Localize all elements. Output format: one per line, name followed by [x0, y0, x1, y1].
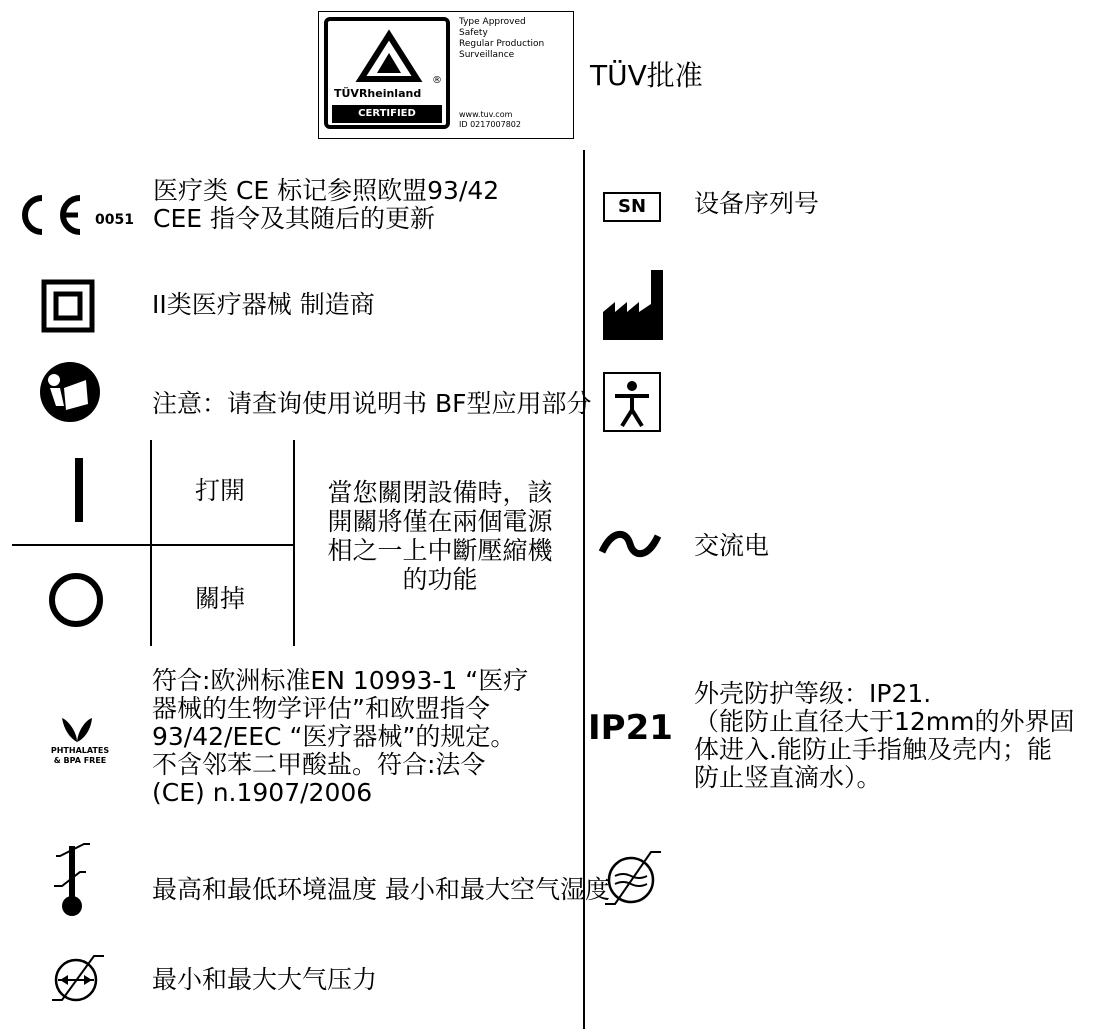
- table-vline-1: [150, 440, 152, 646]
- temperature-humidity-text: 最高和最低环境温度 最小和最大空气湿度: [152, 875, 610, 904]
- registered-mark: ®: [432, 75, 442, 86]
- phthalates-logo-text: PHTHALATES & BPA FREE: [50, 746, 110, 765]
- ce-number: 0051: [95, 212, 134, 228]
- manufacturer-icon: [601, 268, 665, 340]
- tuv-caption: TÜV批准: [590, 59, 703, 92]
- power-off-label: 關掉: [195, 584, 246, 613]
- power-off-icon: [48, 572, 104, 628]
- tuv-certification-badge: [318, 11, 574, 139]
- ac-text: 交流电: [694, 531, 770, 560]
- ip21-label: IP21: [588, 708, 673, 748]
- power-on-icon: [75, 458, 83, 522]
- power-on-label: 打開: [195, 476, 246, 505]
- thermometer-icon: [50, 842, 94, 918]
- phthalates-text: 符合:欧洲标准EN 10993-1 “医疗 器械的生物学评估”和欧盟指令 93/42/EEC “医疗器械”的规定。 不含邻苯二甲酸盐。符合:法令 (CE) n.1907/2006: [152, 666, 529, 807]
- leaf-icon: [60, 714, 94, 744]
- pressure-icon: [48, 950, 108, 1006]
- bf-applied-part-icon: [603, 372, 661, 432]
- table-hline: [12, 544, 295, 546]
- tuv-logo-box: [324, 17, 450, 129]
- tuv-brand-text: TÜVRheinland: [334, 87, 422, 100]
- certified-label: CERTIFIED: [332, 105, 442, 123]
- tuv-triangle-icon: [359, 33, 419, 81]
- ce-text: 医疗类 CE 标记参照欧盟93/42 CEE 指令及其随后的更新: [153, 176, 500, 233]
- tuv-id: ID 0217007802: [459, 120, 521, 129]
- class-2-text: II类医疗器械 制造商: [152, 290, 375, 319]
- tuv-info-lines: [459, 17, 544, 61]
- pressure-text: 最小和最大大气压力: [152, 965, 378, 994]
- class-2-double-square-icon: [42, 280, 94, 332]
- manual-text: 注意：请查询使用说明书 BF型应用部分: [152, 389, 592, 418]
- serial-number-icon: SN: [603, 192, 661, 222]
- info-line: Surveillance: [459, 50, 515, 60]
- info-line: Type Approved: [459, 17, 526, 27]
- info-line: Regular Production: [459, 39, 545, 49]
- tuv-web: www.tuv.com: [459, 110, 513, 119]
- ip21-text: 外壳防护等级：IP21. （能防止直径大于12mm的外界固 体进入.能防止手指触及壳内；能 防止竖直滴水）。: [694, 679, 1075, 792]
- humidity-icon: [601, 846, 665, 910]
- table-vline-2: [293, 440, 295, 646]
- manual-icon: [38, 360, 102, 424]
- power-description: 當您關閉設備時，該 開關將僅在兩個電源 相之一上中斷壓縮機 的功能: [327, 478, 553, 594]
- ac-icon: [598, 530, 662, 560]
- serial-number-text: 设备序列号: [694, 189, 820, 218]
- info-line: Safety: [459, 28, 488, 38]
